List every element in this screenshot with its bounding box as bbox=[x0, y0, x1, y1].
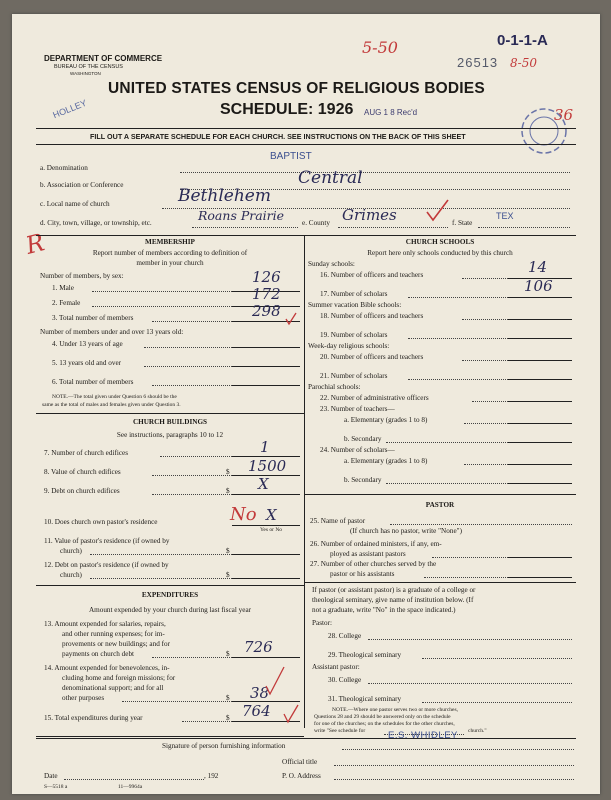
q7-value: 1 bbox=[260, 438, 270, 456]
q19-label: 19. Number of scholars bbox=[320, 331, 388, 339]
q26-label-b: ployed as assistant pastors bbox=[330, 550, 406, 558]
q16-label: 16. Number of officers and teachers bbox=[320, 271, 424, 279]
q27-label-b: pastor or his assistants bbox=[330, 570, 395, 578]
q3-total-value: 298 bbox=[252, 302, 281, 320]
q13-value: 726 bbox=[244, 638, 273, 656]
q25-sub: (If church has no pastor, write "None") bbox=[350, 527, 462, 535]
q13-label-b: and other running expenses; for im- bbox=[62, 630, 165, 638]
q11-label-b: church) bbox=[60, 547, 82, 555]
circular-stamp-icon bbox=[512, 102, 576, 160]
q15-dollar: $ bbox=[226, 714, 230, 722]
membership-sub1: Report number of members according to definition of bbox=[92, 249, 248, 257]
q24-label: 24. Number of scholars— bbox=[320, 446, 395, 454]
q6-label: 6. Total number of members bbox=[52, 378, 134, 386]
form-number: S—5518 a bbox=[44, 784, 68, 790]
q12-dollar: $ bbox=[226, 571, 230, 579]
signature-label: Signature of person furnishing information bbox=[162, 742, 286, 750]
margin-r-mark: R bbox=[22, 228, 48, 260]
q15-label: 15. Total expenditures during year bbox=[44, 714, 143, 722]
graduate-note-1: If pastor (or assistant pastor) is a graduate of a college or bbox=[312, 586, 476, 594]
q1-male-value: 126 bbox=[252, 268, 281, 286]
q12-label-b: church) bbox=[60, 571, 82, 579]
church-name-label: c. Local name of church bbox=[40, 200, 110, 208]
q13-label-a: 13. Amount expended for salaries, repairs, bbox=[44, 620, 166, 628]
q13-label-c: provements or new buildings; and for bbox=[62, 640, 170, 648]
q31-label: 31. Theological seminary bbox=[328, 695, 402, 703]
q17-value: 106 bbox=[524, 277, 553, 295]
red-check-q14-icon bbox=[264, 666, 286, 696]
assistant-pastor-label: Assistant pastor: bbox=[312, 663, 360, 671]
members-by-sex-label: Number of members, by sex: bbox=[40, 272, 124, 280]
red-check-q3-icon bbox=[284, 312, 298, 326]
pastor-sub-label: Pastor: bbox=[312, 619, 332, 627]
q13-label-d: payments on church debt bbox=[62, 650, 135, 658]
graduate-note-3: not a graduate, write "No" in the space indicated.) bbox=[312, 606, 456, 614]
city-name: WASHINGTON bbox=[70, 71, 101, 76]
print-number: 11—9964a bbox=[118, 784, 143, 790]
q14-dollar: $ bbox=[226, 694, 230, 702]
q14-value: 38 bbox=[250, 684, 270, 702]
signature-value: E.S. WHIDLEY bbox=[388, 730, 458, 741]
pastor-note-1: NOTE.—Where one pastor serves two or more churches, bbox=[332, 707, 458, 713]
q14-label-a: 14. Amount expended for benevolences, in- bbox=[44, 664, 170, 672]
po-address-label: P. O. Address bbox=[282, 772, 321, 780]
q12-label-a: 12. Debt on pastor's residence (if owned by bbox=[44, 561, 169, 569]
serial-number: 26513 bbox=[457, 55, 499, 70]
q18-label: 18. Number of officers and teachers bbox=[320, 312, 424, 320]
church-name-value: Bethlehem bbox=[178, 186, 271, 206]
q23a-label: a. Elementary (grades 1 to 8) bbox=[344, 416, 428, 424]
summer-schools-label: Summer vacation Bible schools: bbox=[308, 301, 402, 309]
q28-label: 28. College bbox=[328, 632, 362, 640]
city-value: Roans Prairie bbox=[198, 208, 285, 223]
q22-label: 22. Number of administrative officers bbox=[320, 394, 429, 402]
state-label: f. State bbox=[452, 219, 473, 227]
denomination-value: BAPTIST bbox=[270, 151, 312, 162]
holley-stamp: HOLLEY bbox=[51, 97, 89, 121]
official-title-label: Official title bbox=[282, 758, 318, 766]
q15-value: 764 bbox=[242, 702, 271, 720]
q10-value: No bbox=[230, 504, 257, 525]
city-label: d. City, town, village, or township, etc. bbox=[40, 219, 152, 227]
q27-label-a: 27. Number of other churches served by the bbox=[310, 560, 437, 568]
buildings-sub: See instructions, paragraphs 10 to 12 bbox=[116, 431, 224, 439]
pastor-note-5: church." bbox=[468, 728, 487, 734]
q9-dollar: $ bbox=[226, 487, 230, 495]
q25-label: 25. Name of pastor bbox=[310, 517, 366, 525]
q13-dollar: $ bbox=[226, 650, 230, 658]
red-code-right: 8-50 bbox=[510, 56, 537, 70]
instructions-line: FILL OUT A SEPARATE SCHEDULE FOR EACH CHURCH. SEE INSTRUCTIONS ON THE BACK OF THIS SHEET bbox=[90, 132, 466, 141]
census-schedule-page bbox=[12, 14, 600, 794]
schools-title: CHURCH SCHOOLS bbox=[405, 238, 475, 246]
membership-sub2: member in your church bbox=[136, 259, 204, 267]
weekday-schools-label: Week-day religious schools: bbox=[308, 342, 390, 350]
schools-sub: Report here only schools conducted by this church bbox=[367, 249, 513, 257]
age-heading: Number of members under and over 13 years old: bbox=[40, 328, 184, 336]
pastor-note-4: write "See schedule for bbox=[314, 728, 366, 734]
year-label: , 192 bbox=[204, 772, 219, 780]
q11-dollar: $ bbox=[226, 547, 230, 555]
expenditures-sub: Amount expended by your church during last fiscal year bbox=[88, 606, 252, 614]
q24a-label: a. Elementary (grades 1 to 8) bbox=[344, 457, 428, 465]
q24b-label: b. Secondary bbox=[344, 476, 382, 484]
q9-value: X bbox=[258, 475, 269, 493]
q11-label-a: 11. Value of pastor's residence (if owned by bbox=[44, 537, 170, 545]
schedule-title: SCHEDULE: 1926 bbox=[220, 101, 354, 118]
red-check-q15-icon bbox=[282, 704, 300, 724]
q8-label: 8. Value of church edifices bbox=[44, 468, 121, 476]
q7-label: 7. Number of church edifices bbox=[44, 449, 129, 457]
county-value: Grimes bbox=[342, 206, 397, 224]
membership-note1: NOTE.—The total given under Question 6 should be the bbox=[52, 394, 177, 400]
pastor-title: PASTOR bbox=[425, 501, 455, 509]
denomination-label: a. Denomination bbox=[40, 164, 88, 172]
graduate-note-2: theological seminary, give name of institution below. (If bbox=[312, 596, 474, 604]
association-label: b. Association or Conference bbox=[40, 181, 124, 189]
association-value: Central bbox=[298, 168, 363, 188]
department-name: DEPARTMENT OF COMMERCE bbox=[44, 54, 163, 63]
q20-label: 20. Number of officers and teachers bbox=[320, 353, 424, 361]
q23b-label: b. Secondary bbox=[344, 435, 382, 443]
red-checkmark-icon bbox=[424, 198, 450, 224]
sunday-schools-label: Sunday schools: bbox=[308, 260, 355, 268]
pastor-note-3: for one of the churches; on the schedules for the other churches, bbox=[314, 721, 455, 727]
q10-label: 10. Does church own pastor's residence bbox=[44, 518, 158, 526]
q2-label: 2. Female bbox=[52, 299, 81, 307]
q17-label: 17. Number of scholars bbox=[320, 290, 388, 298]
q14-label-d: other purposes bbox=[62, 694, 105, 702]
q5-label: 5. 13 years old and over bbox=[52, 359, 122, 367]
q29-label: 29. Theological seminary bbox=[328, 651, 402, 659]
q16-value: 14 bbox=[528, 258, 548, 276]
parochial-schools-label: Parochial schools: bbox=[308, 383, 361, 391]
expenditures-title: EXPENDITURES bbox=[141, 591, 199, 599]
bureau-name: BUREAU OF THE CENSUS bbox=[54, 64, 123, 70]
q3-label: 3. Total number of members bbox=[52, 314, 134, 322]
file-code: 0-1-1-A bbox=[497, 32, 548, 49]
q21-label: 21. Number of scholars bbox=[320, 372, 388, 380]
q10-x-mark: X bbox=[266, 506, 277, 524]
q4-label: 4. Under 13 years of age bbox=[52, 340, 123, 348]
yes-no-hint: Yes or No bbox=[260, 527, 283, 533]
q23-label: 23. Number of teachers— bbox=[320, 405, 395, 413]
q26-label-a: 26. Number of ordained ministers, if any, em- bbox=[310, 540, 442, 548]
q2-female-value: 172 bbox=[252, 285, 281, 303]
q8-dollar: $ bbox=[226, 468, 230, 476]
pastor-note-2: Questions 28 and 29 should be answered only on the schedule bbox=[314, 714, 451, 720]
red-number-36: 36 bbox=[554, 106, 574, 124]
q8-value: 1500 bbox=[248, 457, 287, 475]
q1-label: 1. Male bbox=[52, 284, 74, 292]
q14-label-b: cluding home and foreign missions; for bbox=[62, 674, 176, 682]
membership-note2: same as the total of males and females given under Question 3. bbox=[42, 402, 181, 408]
state-value: TEX bbox=[496, 211, 514, 221]
form-title: UNITED STATES CENSUS OF RELIGIOUS BODIES bbox=[108, 80, 485, 97]
red-code-top: 5-50 bbox=[362, 38, 398, 57]
county-label: e. County bbox=[302, 219, 330, 227]
q14-label-c: denominational support; and for all bbox=[62, 684, 164, 692]
buildings-title: CHURCH BUILDINGS bbox=[132, 418, 208, 426]
received-stamp: AUG 1 8 Rec'd bbox=[364, 108, 418, 117]
q9-label: 9. Debt on church edifices bbox=[44, 487, 120, 495]
date-label: Date bbox=[44, 772, 58, 780]
q30-label: 30. College bbox=[328, 676, 362, 684]
membership-title: MEMBERSHIP bbox=[145, 238, 195, 246]
